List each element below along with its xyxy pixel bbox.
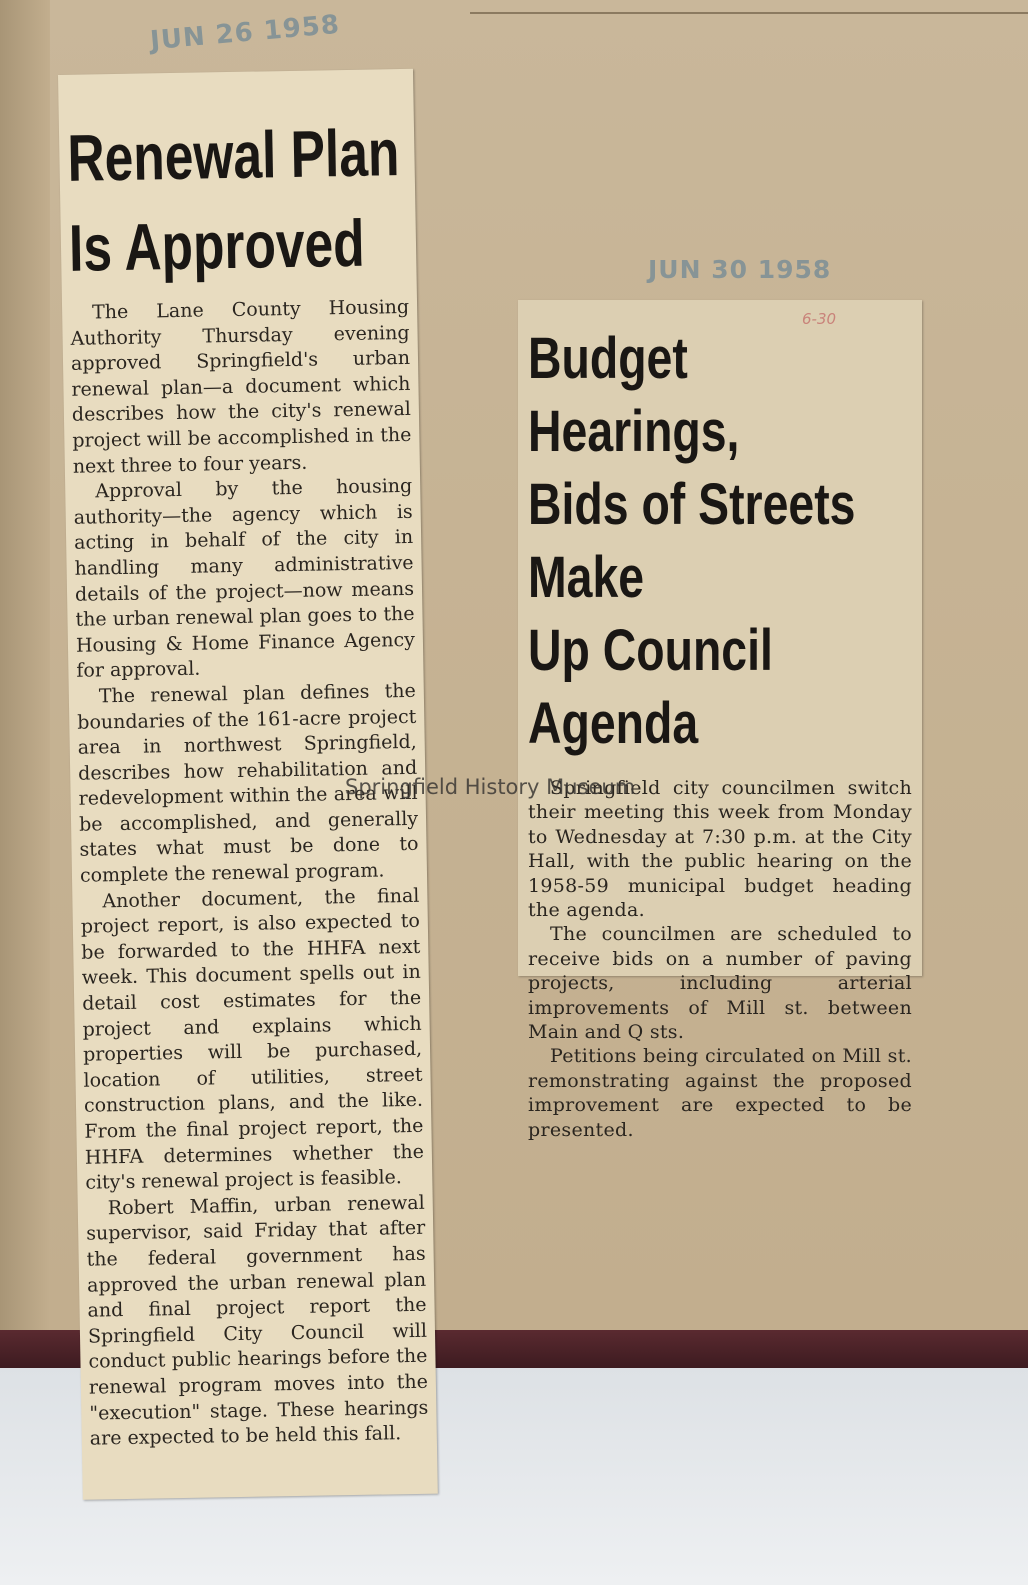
pencil-date-note: 6-30 [802,310,837,328]
article-paragraph: Another document, the final project report, is also expected to be forwarded to the HHFA next week. This document spells out in detail cost estimates for the project and explains which properties will be purchased, location of utilities, street construction plans, and the like. From the final project report, the HHFA determines whether the city's renewal project is feasible. [80,884,425,1194]
headline: Renewal Plan Is Approved [66,115,400,285]
date-stamp: JUN 30 1958 [648,255,832,284]
top-clipping-edge [470,0,1028,14]
article-paragraph: Petitions being circulated on Mill st. remonstrating against the proposed improvement are expected to be presented. [528,1045,912,1141]
article-paragraph: The renewal plan defines the boundaries of the 161-acre project area in northwest Springfield, describes how rehabilitation and redevelopment within the area will be accomplished, and generally states what must be done to complete the renewal program. [77,679,419,887]
article-paragraph: The Lane County Housing Authority Thursday evening approved Springfield's urban renewal plan—a document which describes how the city's renewal project will be accomplished in the next three to four years. [70,295,412,478]
article-paragraph: Approval by the housing authority—the agency which is acting in behalf of the city in handling many administrative details of the project—now means the urban renewal plan goes to the Housing & Home Finance Agency for approval. [73,475,416,683]
article-body [70,295,429,1452]
newspaper-clipping-budget-hearings [518,300,922,1141]
article-paragraph: The councilmen are scheduled to receive bids on a number of paving projects, including arterial improvements of Mill st. between Main and Q sts. [528,923,912,1044]
article-body [528,776,912,1142]
article-paragraph: Robert Maffin, urban renewal supervisor, said Friday that after the federal government has approved the urban renewal plan and final project report the Springfield City Council will conduct public hearings before the renewal program moves into the "execution" stage. These hearings are expected to be held this fall. [86,1191,429,1450]
article-paragraph: Springfield city councilmen switch their meeting this week from Monday to Wednesday at 7:30 p.m. at the City Hall, with the public hearing on the 1958-59 municipal budget heading the agenda. [528,777,912,922]
museum-watermark: Springfield History Museum [345,775,636,799]
date-stamp: JUN 26 1958 [149,9,342,57]
scrapbook-spine [0,0,50,1345]
headline: Budget Hearings, Bids of Streets Make Up Council Agenda [528,326,856,756]
